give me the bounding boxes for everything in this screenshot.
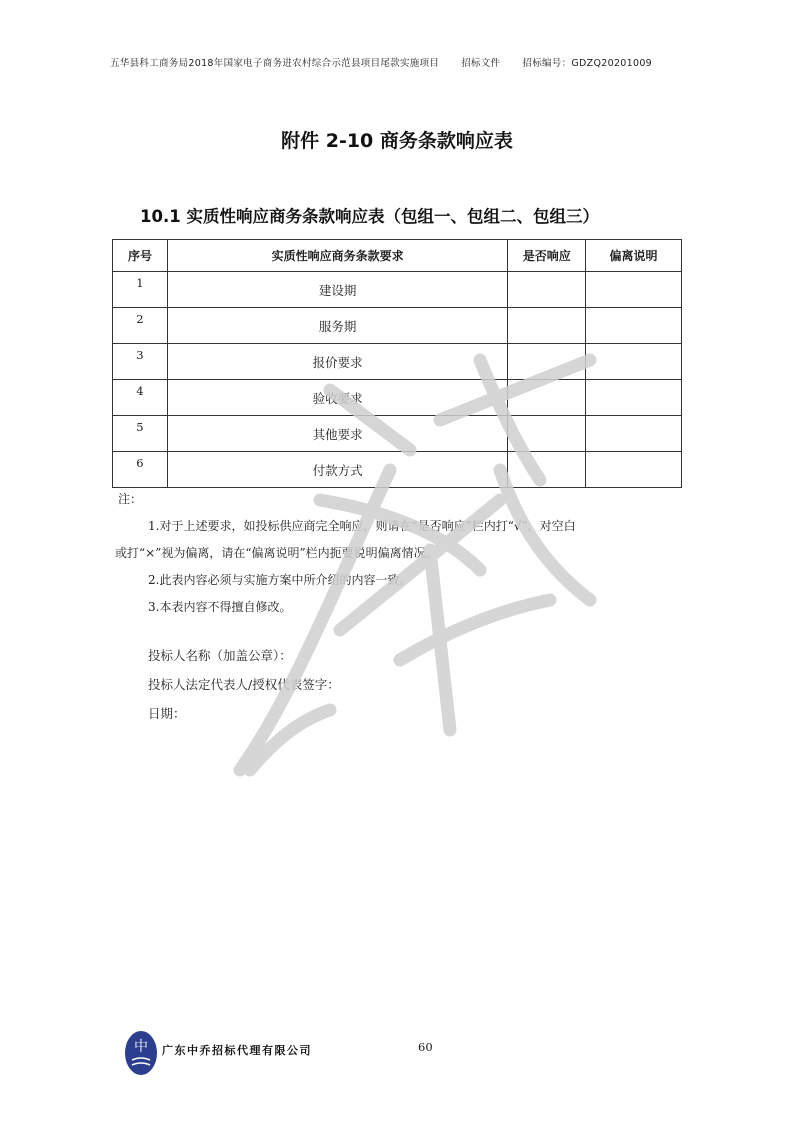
notes-label: 注： — [118, 492, 143, 506]
row-item: 报价要求 — [167, 344, 507, 380]
row-number: 5 — [113, 416, 168, 452]
note-2: 2.此表内容必须与实施方案中所介绍的内容一致。 — [148, 573, 412, 587]
row-deviation-cell[interactable] — [586, 344, 682, 380]
row-number: 2 — [113, 308, 168, 344]
table-row — [113, 272, 682, 308]
row-item: 验收要求 — [167, 380, 507, 416]
header-project-name: 五华县科工商务局2018年国家电子商务进农村综合示范县项目尾款实施项目 — [110, 58, 440, 69]
row-response-cell[interactable] — [508, 308, 586, 344]
company-logo — [124, 1030, 158, 1076]
row-item: 服务期 — [167, 308, 507, 344]
row-response-cell[interactable] — [508, 416, 586, 452]
section-subtitle: 10.1 实质性响应商务条款响应表（包组一、包组二、包组三） — [140, 207, 599, 226]
page-number: 60 — [418, 1040, 433, 1054]
col-header-no: 序号 — [113, 240, 168, 272]
notes-section — [115, 486, 683, 621]
row-response-cell[interactable] — [508, 344, 586, 380]
row-number: 4 — [113, 380, 168, 416]
date-label: 日期： — [148, 706, 186, 721]
row-deviation-cell[interactable] — [586, 416, 682, 452]
row-deviation-cell[interactable] — [586, 452, 682, 488]
table-row — [113, 344, 682, 380]
row-number: 1 — [113, 272, 168, 308]
row-response-cell[interactable] — [508, 380, 586, 416]
col-header-response: 是否响应 — [508, 240, 586, 272]
signature-section — [148, 641, 340, 728]
header-doc-type: 招标文件 — [461, 58, 501, 69]
table-row — [113, 416, 682, 452]
row-number: 6 — [113, 452, 168, 488]
table-row — [113, 380, 682, 416]
footer-company-name: 广东中乔招标代理有限公司 — [162, 1044, 312, 1057]
row-deviation-cell[interactable] — [586, 308, 682, 344]
header-tender-number: 招标编号：GDZQ20201009 — [522, 58, 653, 69]
row-deviation-cell[interactable] — [586, 380, 682, 416]
bidder-name-label: 投标人名称（加盖公章）： — [148, 648, 292, 663]
row-item: 建设期 — [167, 272, 507, 308]
row-number: 3 — [113, 344, 168, 380]
logo-text: 中 — [134, 1039, 148, 1055]
table-row — [113, 452, 682, 488]
representative-signature-label: 投标人法定代表人/授权代表签字： — [148, 677, 340, 692]
col-header-item: 实质性响应商务条款要求 — [167, 240, 507, 272]
response-table — [112, 239, 682, 488]
row-response-cell[interactable] — [508, 272, 586, 308]
table-header-row — [113, 240, 682, 272]
note-1-line-1: 1.对于上述要求，如投标供应商完全响应，则请在“是否响应”栏内打“√”，对空白 — [148, 519, 576, 533]
row-item: 其他要求 — [167, 416, 507, 452]
row-response-cell[interactable] — [508, 452, 586, 488]
note-3: 3.本表内容不得擅自修改。 — [148, 600, 292, 614]
table-row — [113, 308, 682, 344]
row-deviation-cell[interactable] — [586, 272, 682, 308]
page-title: 附件 2-10 商务条款响应表 — [281, 130, 513, 152]
note-1-line-2: 或打“×”视为偏离，请在“偏离说明”栏内扼要说明偏离情况。 — [115, 546, 438, 560]
col-header-deviation: 偏离说明 — [586, 240, 682, 272]
row-item: 付款方式 — [167, 452, 507, 488]
page-header — [110, 55, 690, 69]
